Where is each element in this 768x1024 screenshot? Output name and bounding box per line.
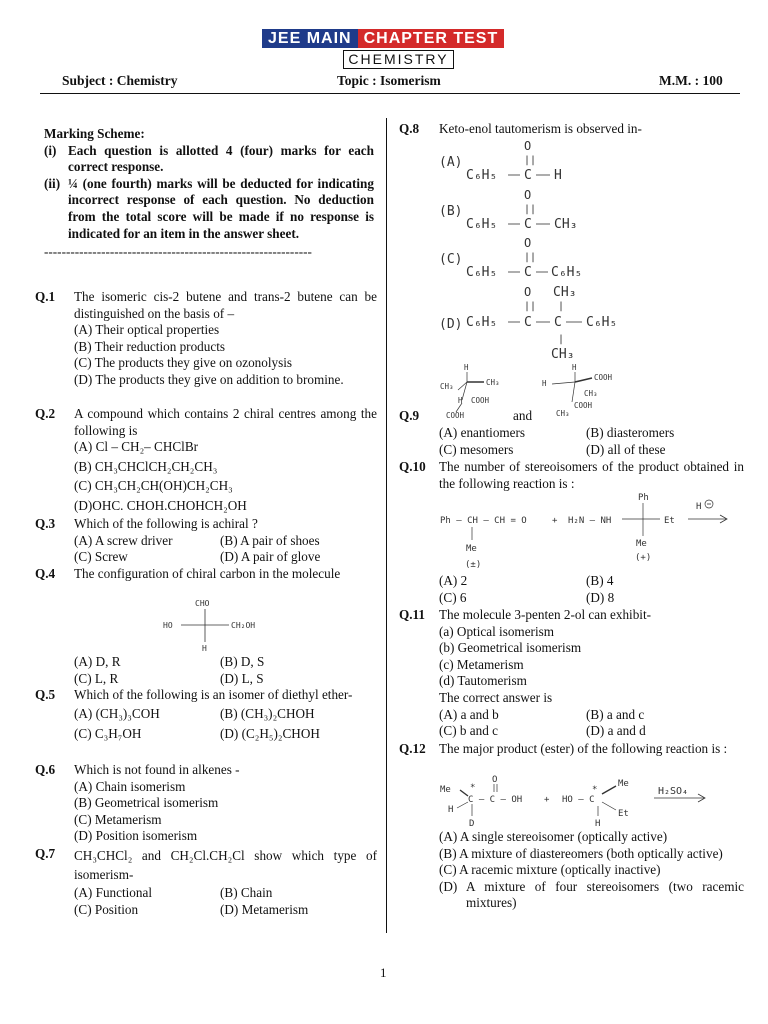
option-d-bottom-methyl: CH₃ (551, 347, 575, 362)
reactant-2-phenyl: Ph (638, 493, 649, 503)
option-b-right: CH₃ (554, 217, 578, 232)
question-text: The major product (ester) of the following reaction is : (439, 741, 728, 756)
question-12 (399, 741, 744, 758)
option-c: (C) A racemic mixture (optically inactive) (439, 862, 661, 878)
r1-core: C – C – OH (468, 795, 523, 805)
option-b-label: (B) (439, 204, 463, 219)
r2-star: * (592, 785, 598, 795)
option-a: (A) a and b (439, 706, 499, 722)
option-b: (B) diasteromers (586, 425, 675, 440)
marking-separator: ------------------------------------------------------------- (44, 244, 312, 260)
r1-oxygen: O (492, 775, 498, 785)
option-d: (D) 8 (586, 589, 615, 605)
fischer-right: CH₂OH (231, 621, 256, 630)
r1-h: H (448, 805, 454, 815)
question-4 (35, 566, 377, 583)
fig1-h: H (458, 396, 463, 405)
option-b: (B) CH₃CHClCH₂CH₂CH₃ (74, 458, 218, 474)
option-c: (C) mesomers (439, 441, 514, 457)
item-d: (d) Tautomerism (439, 673, 527, 689)
marking-i-label: (i) (44, 142, 57, 158)
option-a: (A) A screw driver (74, 532, 173, 548)
r1-d: D (469, 819, 475, 828)
fig2-methyl-2: CH₃ (556, 409, 570, 418)
question-10-options (439, 573, 744, 606)
fischer-top: CHO (195, 599, 210, 608)
fig1-top-h: H (464, 363, 469, 372)
fig1-right-methyl: CH₃ (486, 378, 500, 387)
question-4-options (74, 654, 377, 687)
max-marks-label: M.M. : 100 (659, 73, 723, 88)
option-c: (C) CH₃CH₂CH(OH)CH₂CH₃ (74, 478, 233, 494)
question-number: Q.6 (35, 762, 56, 777)
r2-ethyl: Et (618, 809, 629, 819)
fig2-cooh-2: COOH (574, 401, 593, 410)
option-b: (B) A mixture of diastereomers (both optically active) (439, 845, 723, 861)
reactant-2-methyl: Me (636, 539, 647, 549)
r1-methyl: Me (440, 785, 451, 795)
option-a: (A) D, R (74, 654, 121, 669)
reactant-1: Ph – CH – CH = O (440, 516, 527, 526)
option-d: (D) A pair of glove (220, 549, 321, 565)
q10-reaction-figure (436, 488, 736, 570)
and-label: and (513, 408, 533, 423)
question-1 (35, 289, 377, 389)
r2-h: H (595, 819, 601, 828)
option-d: (D) L, S (220, 670, 264, 686)
fig2-methyl: CH₃ (584, 389, 598, 398)
fig1-cooh-2: COOH (446, 411, 465, 420)
marking-i-text: Each question is allotted 4 (four) marks for each correct response. (68, 142, 374, 175)
option-c: (C) The products they give on ozonolysis (74, 355, 293, 371)
option-d: (D)OHC. CHOH.CHOHCH₂OH (74, 497, 247, 513)
option-b: (B) A pair of shoes (220, 532, 320, 548)
option-c: (C) Metamerism (74, 811, 162, 827)
option-a: (A) Cl – CH₂– CHClBr (74, 439, 199, 455)
option-b: (B) D, S (220, 654, 265, 669)
marking-ii-label: (ii) (44, 175, 61, 191)
option-a: (A) A single stereoisomer (optically active) (439, 829, 668, 844)
option-c: (C) L, R (74, 670, 119, 686)
option-d: (D) The products they give on addition to bromine. (74, 371, 344, 387)
item-c: (c) Metamerism (439, 656, 524, 672)
plus-sign: + (552, 516, 558, 526)
page-number: 1 (380, 965, 387, 980)
option-c: (C) Screw (74, 549, 128, 565)
option-d-top-methyl: CH₃ (553, 285, 577, 300)
option-d-top-bond: | (558, 301, 565, 312)
keto-enol-options-figure (436, 136, 656, 364)
question-text: The isomeric cis-2 butene and trans-2 butene can be distinguished on the basis of – (74, 289, 377, 321)
question-number: Q.12 (399, 741, 426, 756)
question-5 (35, 687, 377, 743)
question-text: The number of stereoisomers of the product obtained in the following reaction is : (439, 459, 744, 491)
option-a-carbon: C (524, 168, 532, 183)
option-d: (D) a and d (586, 723, 646, 739)
question-11 (399, 607, 744, 740)
question-number: Q.8 (399, 121, 420, 136)
reactant-2-ethyl: Et (664, 516, 675, 526)
option-d: (D) A mixture of four stereoisomers (two racemic mixtures) (439, 878, 744, 911)
question-number: Q.3 (35, 516, 56, 531)
banner-jee-main: JEE MAIN (262, 29, 358, 48)
q9-molecules-figure (434, 362, 634, 422)
catalyst-h: H (696, 502, 702, 512)
option-b: (B) Their reduction products (74, 338, 226, 354)
question-text: The molecule 3-penten 2-ol can exhibit- (439, 607, 652, 622)
answer-prompt: The correct answer is (439, 689, 553, 705)
option-d-carbon-1: C (524, 315, 532, 330)
option-d-double-bond: || (524, 301, 537, 312)
reagent: H₂SO₄ (658, 786, 689, 797)
fig1-cooh-1: COOH (471, 396, 490, 405)
option-b: (B) a and c (586, 706, 645, 722)
r2-methyl: Me (618, 779, 629, 789)
question-number: Q.5 (35, 687, 56, 702)
option-b-double-bond: || (524, 204, 537, 215)
option-b-oxygen: O (524, 188, 532, 202)
question-number: Q.9 (399, 408, 420, 423)
option-a-left: C₆H₅ (466, 168, 498, 183)
option-c-left: C₆H₅ (466, 265, 498, 280)
r2-core: HO – C (562, 795, 595, 805)
marking-title: Marking Scheme: (44, 126, 145, 141)
subject-box: CHEMISTRY (343, 50, 454, 69)
question-number: Q.4 (35, 566, 56, 581)
question-text: Which of the following is achiral ? (74, 516, 258, 531)
fig1-left-methyl: CH₃ (440, 382, 454, 391)
option-a: (A) enantiomers (439, 425, 526, 440)
question-9-options (439, 425, 744, 458)
option-a-double-bond: || (524, 155, 537, 166)
option-c: (C) Position (74, 901, 139, 917)
option-b-left: C₆H₅ (466, 217, 498, 232)
item-a: (a) Optical isomerism (439, 623, 554, 639)
option-d: (D) (C₂H₅)₂CHOH (220, 726, 320, 742)
option-a: (A) Their optical properties (74, 322, 220, 338)
option-b: (B) (CH₃)₂CHOH (220, 705, 315, 721)
fischer-projection-figure (155, 596, 265, 654)
option-a: (A) Functional (74, 885, 153, 900)
option-c-label: (C) (439, 252, 463, 267)
question-number: Q.10 (399, 459, 426, 474)
header-rule (40, 93, 740, 94)
fig2-top-h: H (572, 363, 577, 372)
option-a: (A) 2 (439, 573, 468, 588)
question-number: Q.11 (399, 607, 426, 622)
option-d: (D) Position isomerism (74, 828, 198, 844)
subject-label: Subject : Chemistry (62, 73, 178, 88)
option-a-right: H (554, 168, 562, 183)
option-d: (D) Metamerism (220, 901, 309, 917)
test-banner (262, 29, 504, 48)
reactant-2: H₂N – NH (568, 516, 612, 526)
question-2 (35, 406, 377, 515)
fischer-bottom: H (202, 644, 207, 653)
option-d-left: C₆H₅ (466, 315, 498, 330)
question-12-options (439, 829, 744, 912)
reactant-1-methyl: Me (466, 544, 477, 554)
fig2-h: H (542, 379, 547, 388)
option-c: (C) 6 (439, 589, 467, 605)
topic-label: Topic : Isomerism (337, 73, 441, 88)
option-d-oxygen: O (524, 285, 532, 299)
option-a-label: (A) (439, 155, 463, 170)
question-text: CH₃CHCl₂ and CH₂Cl.CH₂Cl show which type of isomerism- (74, 848, 377, 882)
option-c: (C) b and c (439, 723, 498, 739)
reactant-1-racemic: (±) (465, 560, 482, 570)
option-c-carbon: C (524, 265, 532, 280)
q12-reaction-figure (436, 772, 736, 828)
option-c-oxygen: O (524, 236, 532, 250)
option-a: (A) Chain isomerism (74, 778, 186, 794)
column-divider (386, 118, 387, 933)
fig2-cooh-1: COOH (594, 373, 613, 382)
item-b: (b) Geometrical isomerism (439, 640, 582, 656)
marking-scheme (44, 126, 374, 261)
option-c-right: C₆H₅ (551, 265, 583, 280)
fischer-left: HO (163, 621, 173, 630)
option-a: (A) (CH₃)₃COH (74, 705, 160, 721)
option-d: (D) all of these (586, 441, 666, 457)
option-d-right: C₆H₅ (586, 315, 618, 330)
question-6 (35, 762, 377, 845)
option-b: (B) Geometrical isomerism (74, 795, 219, 811)
option-c: (C) C₃H₇OH (74, 726, 142, 742)
question-text: Keto-enol tautomerism is observed in- (439, 121, 642, 136)
question-text: A compound which contains 2 chiral centres among the following is (74, 406, 377, 438)
question-number: Q.7 (35, 846, 56, 861)
question-3 (35, 516, 377, 566)
option-d-bottom-bond: | (558, 334, 565, 345)
question-text: Which is not found in alkenes - (74, 762, 240, 777)
option-d-label: (D) (439, 317, 463, 332)
question-number: Q.2 (35, 406, 56, 421)
question-text: The configuration of chiral carbon in the molecule (74, 566, 341, 581)
option-b-carbon: C (524, 217, 532, 232)
question-7 (35, 846, 377, 918)
option-a-oxygen: O (524, 139, 532, 153)
question-number: Q.1 (35, 289, 56, 304)
plus-sign: + (544, 795, 550, 805)
question-text: Which of the following is an isomer of diethyl ether- (74, 687, 353, 702)
r1-star: * (470, 783, 476, 793)
banner-chapter-test: CHAPTER TEST (358, 29, 505, 48)
option-b: (B) Chain (220, 885, 273, 900)
marking-ii-text: ¼ (one fourth) marks will be deducted for indicating incorrect response of each question. No deduction from the total score will be made if no response is indicated for an item in the answer sheet. (68, 175, 374, 241)
option-c-double-bond: || (524, 252, 537, 263)
option-d-carbon-2: C (554, 315, 562, 330)
reactant-2-dextro: (+) (635, 553, 652, 563)
option-b: (B) 4 (586, 573, 614, 588)
